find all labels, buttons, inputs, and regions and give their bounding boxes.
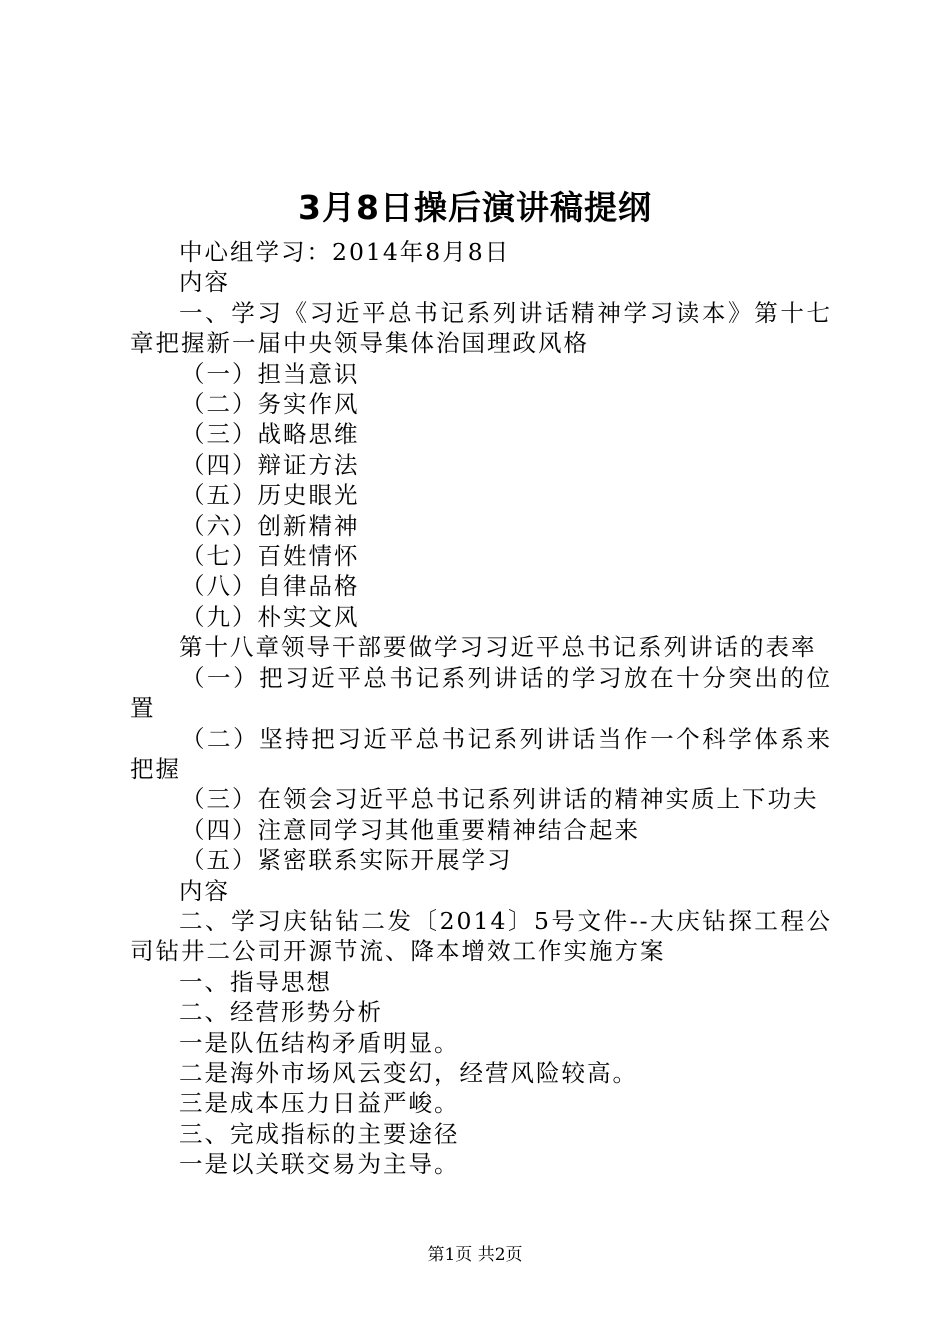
section-two-heading: 二、学习庆钻钻二发〔2014〕5号文件--大庆钻探工程公司钻井二公司开源节流、降本增效工作实施方案 bbox=[130, 906, 832, 966]
content-heading: 内容 bbox=[179, 876, 230, 905]
list-item: （一）担当意识 bbox=[181, 359, 360, 388]
section-one-heading: 一、学习《习近平总书记系列讲话精神学习读本》第十七章把握新一届中央领导集体治国理政风格 bbox=[130, 298, 832, 358]
document-body bbox=[130, 237, 832, 1180]
list-item: 二是海外市场风云变幻，经营风险较高。 bbox=[179, 1058, 638, 1087]
list-item: 二、经营形势分析 bbox=[179, 998, 383, 1027]
list-item: （四）注意同学习其他重要精神结合起来 bbox=[181, 815, 640, 844]
list-item: （三）战略思维 bbox=[181, 420, 360, 449]
list-item: （八）自律品格 bbox=[181, 572, 360, 601]
meeting-date-line: 中心组学习：2014年8月8日 bbox=[179, 238, 511, 266]
list-item: 三是成本压力日益严峻。 bbox=[179, 1089, 460, 1118]
list-item: （五）紧密联系实际开展学习 bbox=[181, 846, 513, 875]
list-item: 一是以关联交易为主导。 bbox=[179, 1150, 460, 1179]
list-item: 三、完成指标的主要途径 bbox=[179, 1119, 460, 1148]
list-item: 一、指导思想 bbox=[179, 967, 332, 996]
list-item: （四）辩证方法 bbox=[181, 450, 360, 479]
list-item: 一是队伍结构矛盾明显。 bbox=[179, 1028, 460, 1057]
document-title: 3月8日操后演讲稿提纲 bbox=[298, 188, 652, 227]
list-item: （三）在领会习近平总书记系列讲话的精神实质上下功夫 bbox=[181, 785, 819, 814]
list-item: （五）历史眼光 bbox=[181, 481, 360, 510]
list-item: （六）创新精神 bbox=[181, 511, 360, 540]
list-item: （二）坚持把习近平总书记系列讲话当作一个科学体系来把握 bbox=[130, 724, 832, 783]
list-item: （二）务实作风 bbox=[181, 390, 360, 419]
content-heading: 内容 bbox=[179, 268, 230, 297]
list-item: （一）把习近平总书记系列讲话的学习放在十分突出的位置 bbox=[130, 663, 832, 723]
list-item: （九）朴实文风 bbox=[181, 602, 360, 631]
page-footer: 第1页 共2页 bbox=[427, 1245, 523, 1265]
list-item: （七）百姓情怀 bbox=[181, 542, 360, 571]
chapter-eighteen-heading: 第十八章领导干部要做学习习近平总书记系列讲话的表率 bbox=[179, 633, 817, 662]
